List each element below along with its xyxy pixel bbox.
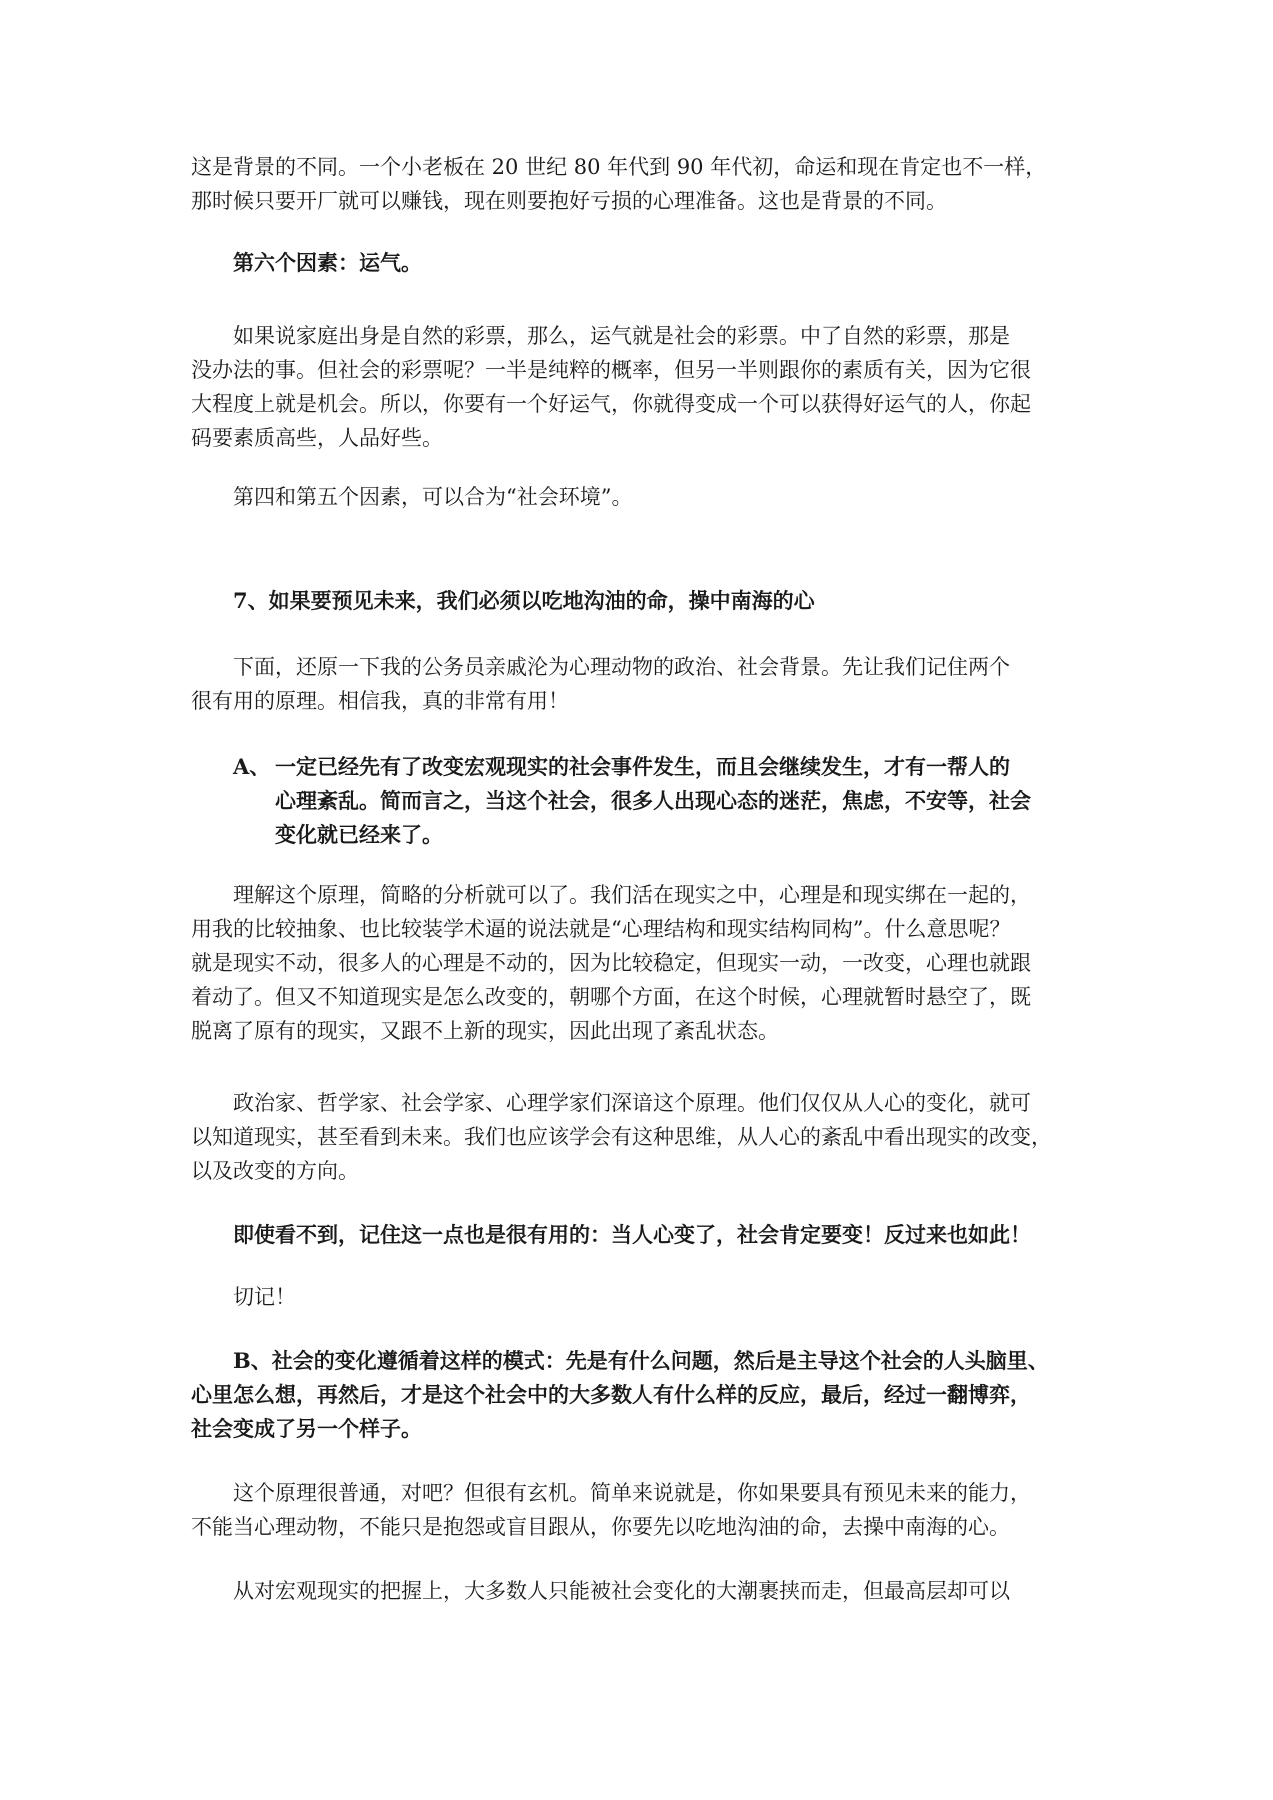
- text-line: 不能当心理动物，不能只是抱怨或盲目跟从，你要先以吃地沟油的命，去操中南海的心。: [191, 1515, 1010, 1540]
- principle-a-body: [275, 750, 1093, 852]
- principle-b: [191, 1344, 1083, 1446]
- paragraph-key-point: 即使看不到，记住这一点也是很有用的：当人心变了，社会肯定要变！反过来也如此！: [233, 1222, 1031, 1247]
- text-line: B、社会的变化遵循着这样的模式：先是有什么问题，然后是主导这个社会的人头脑里、: [233, 1348, 1049, 1373]
- text-line: 一定已经先有了改变宏观现实的社会事件发生，而且会继续发生，才有一帮人的: [275, 754, 1010, 779]
- paragraph-social-environment: 第四和第五个因素，可以合为“社会环境”。: [233, 485, 633, 509]
- text-line: 下面，还原一下我的公务员亲戚沦为心理动物的政治、社会背景。先让我们记住两个: [233, 655, 1010, 679]
- text-line: 如果说家庭出身是自然的彩票，那么，运气就是社会的彩票。中了自然的彩票，那是: [233, 324, 1010, 348]
- paragraph-thinkers: [191, 1086, 1083, 1188]
- text-line: 心里怎么想，再然后，才是这个社会中的大多数人有什么样的反应，最后，经过一翻博弈，: [191, 1382, 1031, 1408]
- text-line: 政治家、哲学家、社会学家、心理学家们深谙这个原理。他们仅仅从人心的变化，就可: [233, 1091, 1031, 1115]
- text-line: 着动了。但又不知道现实是怎么改变的，朝哪个方面，在这个时候，心理就暂时悬空了，既: [191, 985, 1031, 1010]
- section-title-7: 7、如果要预见未来，我们必须以吃地沟油的命，操中南海的心: [233, 588, 815, 613]
- text-line: 理解这个原理，简略的分析就可以了。我们活在现实之中，心理是和现实绑在一起的，: [233, 883, 1031, 907]
- text-line: 社会变成了另一个样子。: [191, 1416, 422, 1442]
- text-line: 那时候只要开厂就可以赚钱，现在则要抱好亏损的心理准备。这也是背景的不同。: [191, 189, 947, 214]
- paragraph-principle-explained: [191, 1476, 1083, 1544]
- text-line: 变化就已经来了。: [275, 822, 443, 848]
- paragraph-macro-reality: 从对宏观现实的把握上，大多数人只能被社会变化的大潮裹挟而走，但最高层却可以: [233, 1579, 1010, 1603]
- text-line: 没办法的事。但社会的彩票呢？一半是纯粹的概率，但另一半则跟你的素质有关，因为它很: [191, 358, 1031, 383]
- text-line: 以及改变的方向。: [191, 1159, 359, 1184]
- paragraph-understanding: [191, 878, 1083, 1048]
- paragraph-remember: 切记！: [233, 1285, 296, 1309]
- text-line: 这个原理很普通，对吧？但很有玄机。简单来说就是，你如果要具有预见未来的能力，: [233, 1481, 1031, 1505]
- text-line: 很有用的原理。相信我，真的非常有用！: [191, 689, 569, 714]
- principle-a-label: A、: [233, 754, 271, 779]
- text-line: 心理紊乱。简而言之，当这个社会，很多人出现心态的迷茫，焦虑，不安等，社会: [275, 788, 1031, 814]
- paragraph-luck: [191, 319, 1083, 455]
- heading-factor-six: 第六个因素：运气。: [233, 250, 422, 275]
- text-line: 这是背景的不同。一个小老板在 20 世纪 80 年代到 90 年代初，命运和现在肯定也不一样，: [191, 155, 1047, 179]
- text-line: 用我的比较抽象、也比较装学术逼的说法就是“心理结构和现实结构同构”。什么意思呢？: [191, 917, 1011, 942]
- text-line: 就是现实不动，很多人的心理是不动的，因为比较稳定，但现实一动，一改变，心理也就跟: [191, 951, 1031, 976]
- text-line: 大程度上就是机会。所以，你要有一个好运气，你就得变成一个可以获得好运气的人，你起: [191, 392, 1031, 417]
- text-line: 码要素质高些，人品好些。: [191, 426, 443, 451]
- principle-a: [233, 750, 1093, 852]
- text-line: 以知道现实，甚至看到未来。我们也应该学会有这种思维，从人心的紊乱中看出现实的改变，: [191, 1125, 1052, 1150]
- paragraph-two-principles: [191, 650, 1083, 718]
- paragraph-background-difference: [191, 150, 1083, 218]
- text-line: 脱离了原有的现实，又跟不上新的现实，因此出现了紊乱状态。: [191, 1019, 779, 1044]
